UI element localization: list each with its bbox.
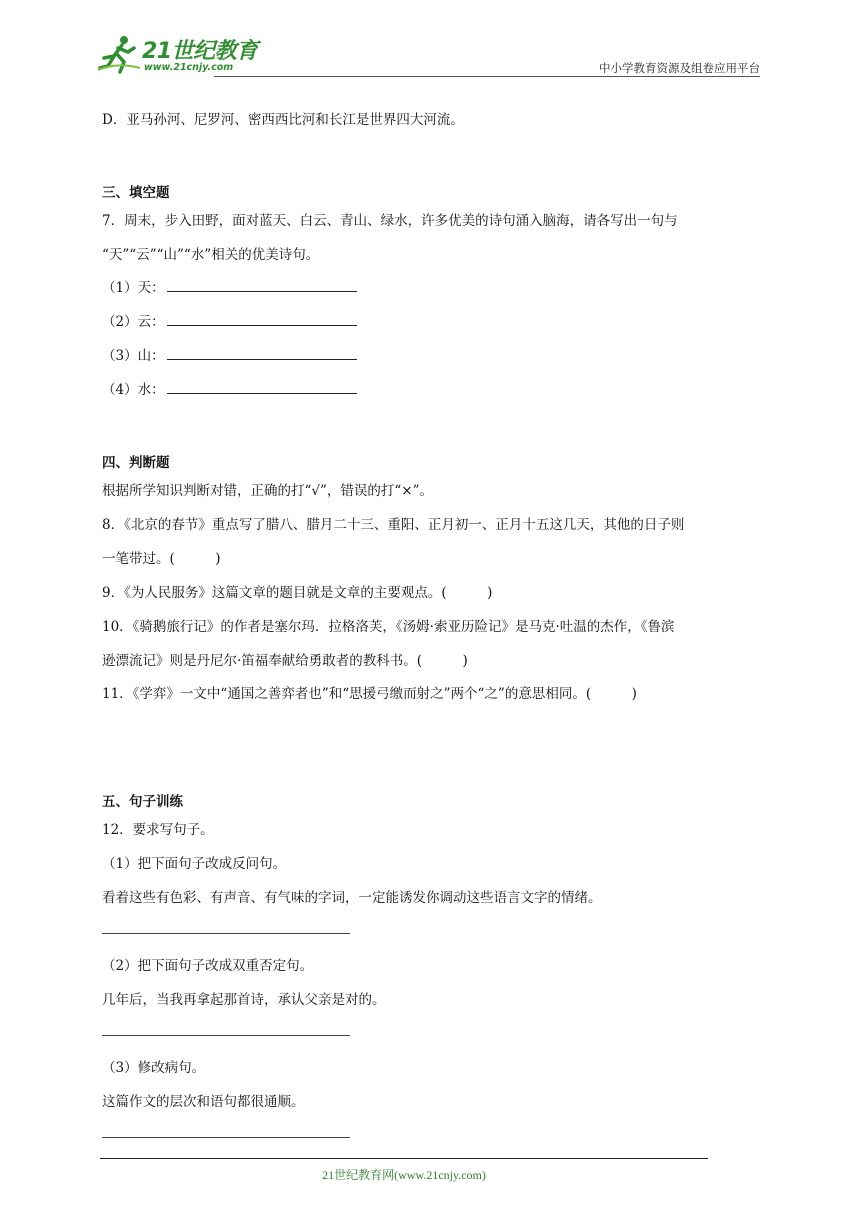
fill-blank (167, 347, 357, 360)
fill-blank (167, 279, 357, 292)
answer-line-1 (102, 933, 350, 934)
fill-item-2 (102, 310, 357, 330)
question-10-line-1: 10．《骑鹅旅行记》的作者是塞尔玛．拉格洛芙，《汤姆·索亚历险记》是马克·吐温的杰作，《鲁滨 (102, 619, 675, 635)
fill-item-1 (102, 276, 357, 296)
question-7-line-2: “天”“云”“山”“水”相关的优美诗句。 (102, 247, 320, 263)
fill-item-4-label: （4）水： (102, 382, 165, 398)
section-5-title: 五、句子训练 (102, 794, 183, 810)
section-3-title: 三、填空题 (102, 185, 170, 201)
logo-text: 21世纪教育 (142, 39, 258, 64)
fill-item-4 (102, 378, 357, 398)
question-6-option-d: D．亚马孙河、尼罗河、密西西比河和长江是世界四大河流。 (102, 112, 464, 128)
question-8-line-1: 8．《北京的春节》重点写了腊八、腊月二十三、重阳、正月初一、正月十五这几天，其他的日子则 (102, 517, 685, 533)
section-4-title: 四、判断题 (102, 455, 170, 471)
question-9: 9．《为人民服务》这篇文章的题目就是文章的主要观点。( ) (102, 585, 493, 601)
part-3-label: （3）修改病句。 (102, 1060, 206, 1076)
fill-item-3 (102, 344, 357, 364)
header-divider (214, 76, 760, 77)
fill-blank (167, 313, 357, 326)
part-2-sentence: 几年后，当我再拿起那首诗，承认父亲是对的。 (102, 992, 386, 1008)
section-4-instruction: 根据所学知识判断对错，正确的打“√”，错误的打“×”。 (102, 483, 434, 499)
answer-line-2 (102, 1035, 350, 1036)
part-1-label: （1）把下面句子改成反问句。 (102, 856, 287, 872)
fill-blank (167, 381, 357, 394)
part-3-sentence: 这篇作文的层次和语句都很通顺。 (102, 1094, 305, 1110)
page-footer: 21世纪教育网(www.21cnjy.com) (322, 1168, 486, 1182)
logo-url: www.21cnjy.com (144, 62, 234, 73)
page-header (96, 30, 760, 78)
answer-line-3 (102, 1137, 350, 1138)
fill-item-2-label: （2）云： (102, 314, 165, 330)
footer-divider (100, 1158, 708, 1159)
fill-item-1-label: （1）天： (102, 280, 165, 296)
question-8-line-2: 一笔带过。( ) (102, 551, 221, 567)
fill-item-3-label: （3）山： (102, 348, 165, 364)
question-11: 11．《学弈》一文中“通国之善弈者也”和“思援弓缴而射之”两个“之”的意思相同。( ) (102, 686, 637, 702)
part-2-label: （2）把下面句子改成双重否定句。 (102, 958, 314, 974)
question-10-line-2: 逊漂流记》则是丹尼尔·笛福奉献给勇敢者的教科书。( ) (102, 653, 468, 669)
question-7-line-1: 7．周末，步入田野，面对蓝天、白云、青山、绿水，许多优美的诗句涌入脑海，请各写出一句与 (102, 213, 678, 229)
question-12: 12．要求写句子。 (102, 822, 214, 838)
part-1-sentence: 看着这些有色彩、有声音、有气味的字词，一定能诱发你调动这些语言文字的情绪。 (102, 890, 602, 906)
running-figure-icon (96, 34, 142, 74)
site-logo (96, 30, 271, 78)
platform-title: 中小学教育资源及组卷应用平台 (599, 61, 760, 75)
